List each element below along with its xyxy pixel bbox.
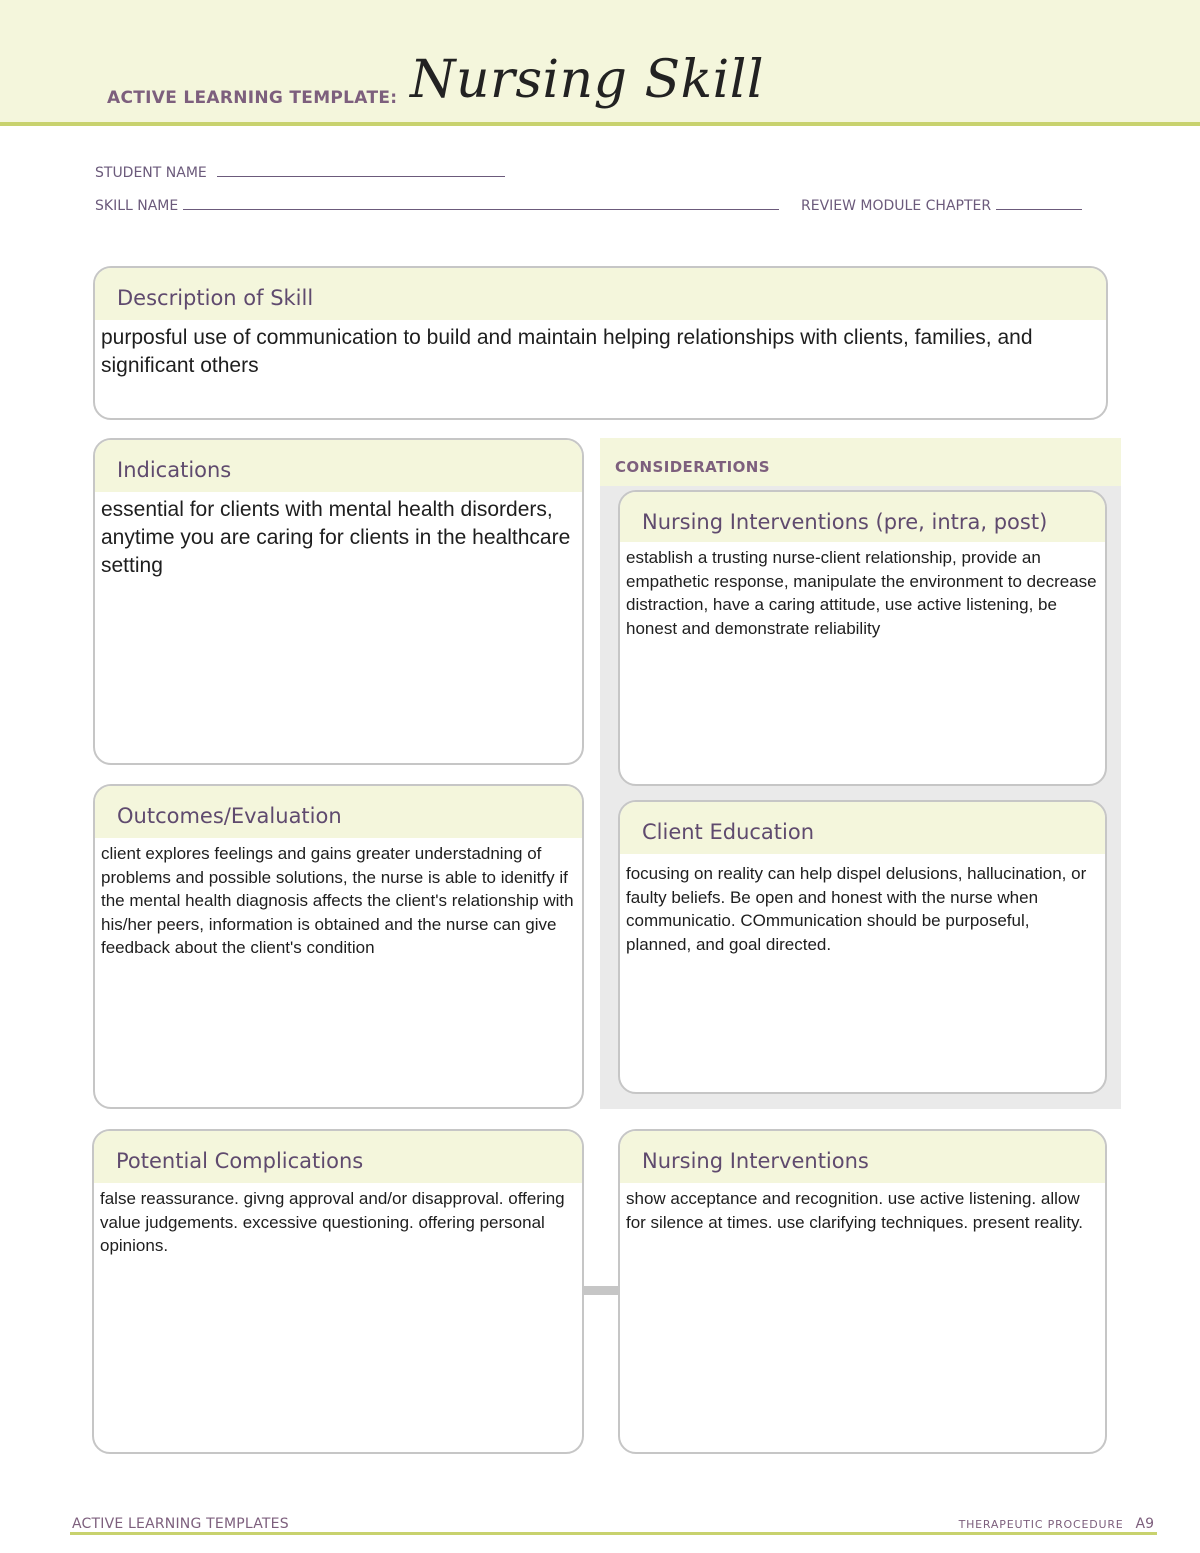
nursing-interventions-prepost-heading: Nursing Interventions (pre, intra, post) [620, 492, 1105, 542]
footer-left: ACTIVE LEARNING TEMPLATES [72, 1516, 289, 1532]
client-education-heading: Client Education [620, 802, 1105, 854]
complications-panel [92, 1129, 584, 1454]
template-label: ACTIVE LEARNING TEMPLATE: [107, 88, 398, 108]
indications-text: essential for clients with mental health disorders, anytime you are caring for clients in the healthcare setting [101, 498, 571, 577]
skill-name-field[interactable] [95, 198, 779, 214]
description-text: purposful use of communication to build and maintain helping relationships with clients, families, and significant others [101, 326, 1033, 377]
description-heading: Description of Skill [95, 268, 1106, 320]
footer-section: THERAPEUTIC PROCEDURE [958, 1518, 1124, 1531]
indications-heading: Indications [95, 440, 582, 492]
nursing-interventions-prepost-text: establish a trusting nurse-client relationship, provide an empathetic response, manipulate the environment to decrease distraction, have a caring attitude, use active listening, be honest and demonstrate reliability [626, 548, 1097, 638]
outcomes-text: client explores feelings and gains greater understadning of problems and possible solutions, the nurse is able to idenitfy if the mental health diagnosis affects the client's relationship with his/her peers, information is obtained and the nurse can give feedback about the client's condition [101, 844, 574, 957]
nursing-interventions-text: show acceptance and recognition. use active listening. allow for silence at times. use clarifying techniques. present reality. [626, 1189, 1084, 1232]
outcomes-heading: Outcomes/Evaluation [95, 786, 582, 838]
nursing-interventions-prepost-panel [618, 490, 1107, 786]
footer-rule [70, 1532, 1157, 1535]
page-number: A9 [1135, 1516, 1154, 1532]
review-module-label: REVIEW MODULE CHAPTER [801, 198, 992, 214]
client-education-text: focusing on reality can help dispel delusions, hallucination, or faulty beliefs. Be open and honest with the nurse when communicatio. COmmunication should be purposeful, planned, and goal directed. [626, 864, 1087, 954]
student-name-blank[interactable] [217, 165, 505, 177]
complications-heading: Potential Complications [94, 1131, 582, 1183]
complications-text: false reassurance. givng approval and/or disapproval. offering value judgements. excessive questioning. offering personal opinions. [100, 1189, 565, 1255]
footer-right [959, 1516, 1154, 1532]
indications-panel [93, 438, 584, 765]
review-module-blank[interactable] [996, 198, 1082, 210]
header-rule [0, 122, 1200, 126]
client-education-panel [618, 800, 1107, 1094]
outcomes-panel [93, 784, 584, 1109]
connector-bar [582, 1286, 622, 1295]
skill-name-blank[interactable] [183, 198, 779, 210]
considerations-label: CONSIDERATIONS [615, 458, 770, 476]
student-name-label: STUDENT NAME [95, 165, 207, 181]
student-name-field[interactable] [95, 165, 505, 181]
nursing-interventions-panel [618, 1129, 1107, 1454]
page-title: Nursing Skill [410, 50, 764, 110]
skill-name-label: SKILL NAME [95, 198, 179, 214]
description-panel [93, 266, 1108, 420]
review-module-field[interactable] [801, 198, 1082, 214]
nursing-interventions-heading: Nursing Interventions [620, 1131, 1105, 1183]
